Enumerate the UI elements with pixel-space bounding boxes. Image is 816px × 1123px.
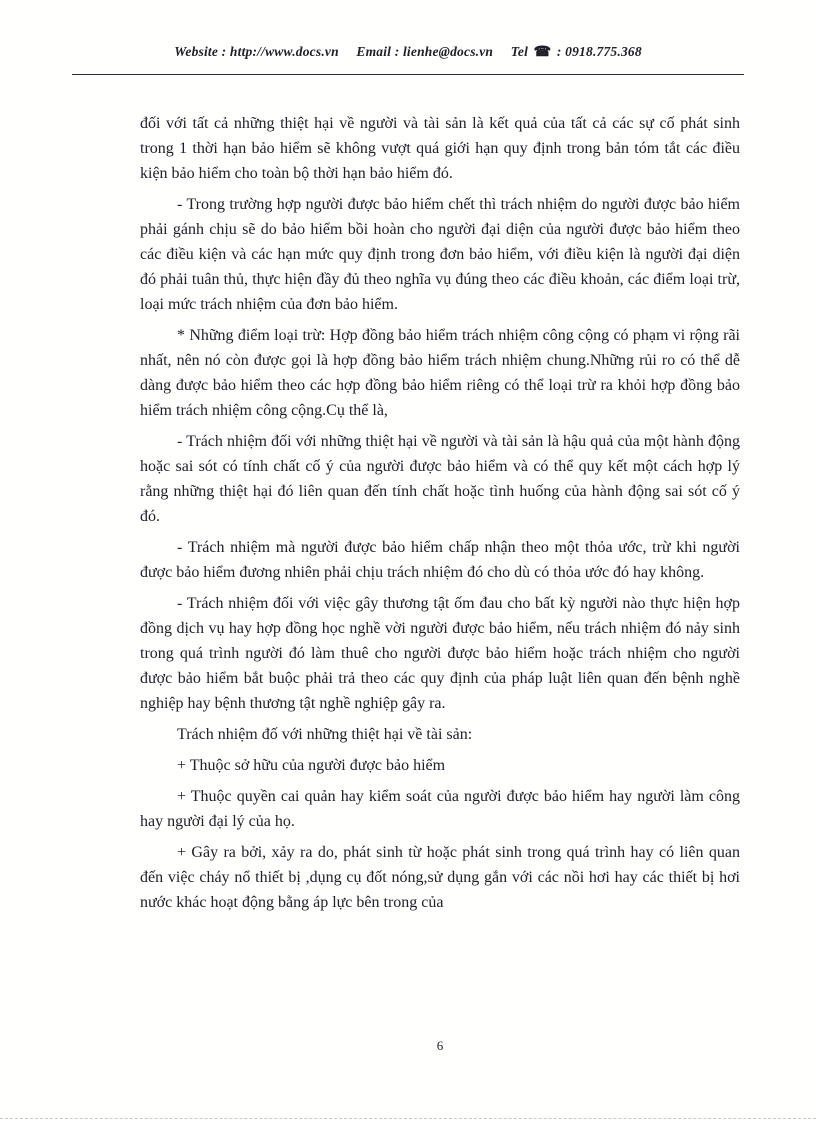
header-email: Email : lienhe@docs.vn	[356, 44, 494, 59]
page-bottom-divider	[0, 1118, 816, 1119]
paragraph-5: - Trách nhiệm mà người được bảo hiểm chấp nhận theo một thỏa ước, trừ khi người được bảo hiểm đương nhiên phải chịu trách nhiệm đó cho dù có thỏa ước đó hay không.	[140, 539, 740, 581]
paragraph-6: - Trách nhiệm đối với việc gây thương tật ốm đau cho bất kỳ người nào thực hiện hợp đồng dịch vụ hay hợp đồng học nghề vời người được bảo hiểm, nếu trách nhiệm đó nảy sinh trong quá trình người đó làm thuê cho người được bảo hiểm hoặc trách nhiệm cho người được bảo hiểm bắt buộc phải trả theo các quy định của pháp luật liên quan đến bệnh nghề nghiệp hay bệnh thương tật nghề nghiệp gây ra.	[140, 595, 740, 712]
page-number: 6	[436, 1038, 444, 1053]
phone-icon: ☎	[533, 45, 552, 60]
page-footer	[140, 1038, 740, 1054]
paragraph-1: đối với tất cả những thiệt hại về người và tài sản là kết quả của tất cả các sự cố phát sinh trong 1 thời hạn bảo hiểm sẽ không vượt quá giới hạn quy định trong bản tóm tắt các điều kiện bảo hiểm cho toàn bộ thời hạn bảo hiểm đó.	[140, 115, 740, 182]
paragraph-9: + Thuộc quyền cai quản hay kiểm soát của người được bảo hiểm hay người làm công hay người đại lý của họ.	[140, 788, 740, 830]
header-website: Website : http://www.docs.vn	[174, 44, 339, 59]
document-body	[140, 111, 740, 915]
tel-value: : 0918.775.368	[556, 44, 642, 59]
tel-label: Tel	[510, 44, 529, 59]
paragraph-10: + Gây ra bởi, xảy ra do, phát sinh từ hoặc phát sinh trong quá trình hay có liên quan đến việc cháy nổ thiết bị ,dụng cụ đốt nóng,sử dụng gắn với các nồi hơi hay các thiết bị hơi nước khác hoạt động bằng áp lực bên trong của	[140, 844, 740, 911]
paragraph-3: * Những điểm loại trừ: Hợp đồng bảo hiểm trách nhiệm công cộng có phạm vi rộng rãi nhất, nên nó còn được gọi là hợp đồng bảo hiểm trách nhiệm chung.Những rủi ro có thể dễ dàng được bảo hiểm theo các hợp đồng bảo hiểm riêng có thể loại trừ ra khỏi hợp đồng bảo hiểm trách nhiệm công cộng.Cụ thể là,	[140, 327, 740, 419]
paragraph-8: + Thuộc sở hữu của người được bảo hiểm	[177, 757, 446, 774]
paragraph-4: - Trách nhiệm đối với những thiệt hại về người và tài sản là hậu quả của một hành động hoặc sai sót có tính chất cố ý của người được bảo hiểm và có thể quy kết một cách hợp lý rằng những thiệt hại đó liên quan đến tính chất hoặc tình huống của hành động sai sót cố ý đó.	[140, 433, 740, 525]
paragraph-2: - Trong trường hợp người được bảo hiểm chết thì trách nhiệm do người được bảo hiểm phải gánh chịu sẽ do bảo hiểm bồi hoàn cho người đại diện của người được bảo hiểm theo các điều kiện và các hạn mức quy định trong đơn bảo hiểm, với điều kiện là người đại diện đó phải tuân thủ, thực hiện đầy đủ theo nghĩa vụ đúng theo các điều khoản, các điểm loại trừ, loại mức trách nhiệm của đơn bảo hiểm.	[140, 196, 740, 313]
paragraph-7: Trách nhiệm đố với những thiệt hại về tài sản:	[177, 726, 473, 743]
page-header	[72, 44, 744, 75]
header-tel	[511, 44, 642, 59]
